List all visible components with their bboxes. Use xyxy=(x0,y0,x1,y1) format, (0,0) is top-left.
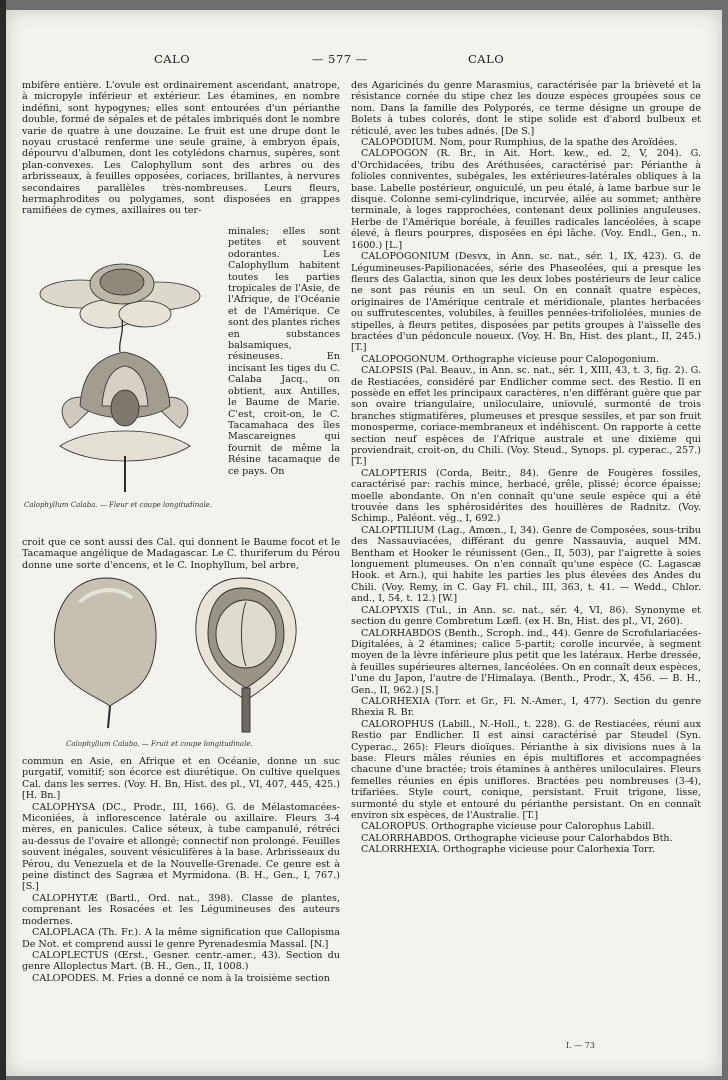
signature-mark: I. — 73 xyxy=(566,1041,595,1050)
paragraph: commun en Asie, en Afrique et en Océanie, donne un suc purgatif, vomitif; son écorce est diurétique. On cultive quelques Cal. dans les serres. (Voy. H. Bn, Hist. des pl., VI, 407, 445, 425.) [H. Bn.] xyxy=(22,756,340,802)
entry-caloptilium: CALOPTILIUM (Lag., Amœn., I, 34). Genre de Composées, sous-tribu des Nassauviacées, différant du genre Nassauvia, auquel MM. Bentham et Hooker le réunissent (Gen., II, 503), par l'aigrette à soies longuement plumeuses. On n'en connaît qu'une espèce (C. Lagascæ Hook. et Arn.), qui habite les parties les plus élevées des Andes du Chili. (Voy. Remy, in C. Gay Fl. chil., III, 363, t. 41. — Wedd., Chlor. and., I, 54, t. 12.) [W.] xyxy=(351,524,701,605)
entry-calopogon: CALOPOGON (R. Br., in Ait. Hort. kew., ed. 2, V, 204). G. d'Orchidacées, tribu des Aréthusées, caractérisé par: Périanthe à folioles conniventes, subégales, les extérieures-latérales obliques à la base. Labelle postérieur, onguiculé, un peu étalé, à lame barbue sur le disque. Colonne semi-cylindrique, incurvée, ailée au sommet; anthère terminale, à loges rapprochées, contenant deux pollinies anguleuses. Herbe de l'Amérique boréale, à feuilles radicales lancéolées, à scape élevé, à fleurs pourpres, disposées en épi lâche. (Voy. Endl., Gen., n. 1600.) [L.] xyxy=(351,148,701,251)
header-left-word: CALO xyxy=(154,52,191,66)
entry-calorhexia: CALORHEXIA (Torr. et Gr., Fl. N.-Amer., I, 477). Section du genre Rhexia R. Br. xyxy=(351,695,701,719)
paragraph: croit que ce sont aussi des Cal. qui donnent le Baume focot et le Tacamaque angélique de Madagascar. Le C. thuriferum du Pérou donne une sorte d'encens, et le C. Inophyllum, bel arbre, xyxy=(22,537,340,571)
entry-calorrhabdos: CALORRHABDOS. Orthographe vicieuse pour Calorhabdos Bth. xyxy=(361,832,673,844)
entry-calopteris: CALOPTERIS (Corda, Beitr., 84). Genre de Fougères fossiles, caractérisé par: rachis mince, herbacé, grêle, plissé; écorce épaisse; moelle abondante. On n'en connaît qu'une seule espèce qui a été trouvée dans les sphérosidérites des houillères de Radnitz. (Voy. Schimp., Paléont. vég., I, 692.) xyxy=(351,467,701,525)
entry-calopogonium: CALOPOGONIUM (Desvx, in Ann. sc. nat., sér. 1, IX, 423). G. de Légumineuses-Papilionacées, série des Phaseolées, qui a presque les fleurs des Galactia, sinon que les deux lobes postérieurs de leur calice ne sont pas réunis en un seul. On en connaît quatre espèces, originaires de l'Amérique centrale et méridionale, plantes herbacées ou suffrutescentes, volubiles, à feuilles pennées-trifoliolées, munies de stipelles, à fleurs petites, disposées par petits groupes à l'aisselle des bractées d'un pédoncule noueux. (Voy. H. Bn, Hist. des plant., II, 245.) [T.] xyxy=(351,251,701,354)
left-column-bottom xyxy=(22,756,340,984)
left-column-top xyxy=(22,80,340,217)
entry-calopodium: CALOPODIUM. Nom, pour Rumphius, de la spathe des Aroïdées. xyxy=(361,137,678,149)
header-right-word: CALO xyxy=(468,52,505,66)
paragraph: mbifère entière. L'ovule est ordinairement ascendant, anatrope, à micropyle inférieur et extérieur. Les étamines, en nombre indéfini, sont hypogynes; elles sont entourées d'un périanthe double, formé de sépales et de pétales imbriqués dont le nombre varie de quatre à une douzaine. Le fruit est une drupe dont le noyau crustacé renferme une seule graine, à embryon épais, dépourvu d'albumen, dont les cotylédons charnus, supères, sont plan-convexes. Les Calophyllum sont des arbres ou des arbrisseaux, à feuilles opposées, coriaces, brillantes, à nervures secondaires parallèles très-nombreuses. Leurs fleurs, hermaphrodites ou polygames, sont disposées en grappes ramifiées de cymes, axillaires ou ter- xyxy=(22,80,340,217)
entry-caloplaca: CALOPLACA (Th. Fr.). A la même signification que Callopisma De Not. et comprend aussi le genre Pyrenadesmia Massal. [N.] xyxy=(22,927,340,950)
entry-calorophus: CALOROPHUS (Labill., N.-Holl., t. 228). G. de Restiacées, réuni aux Restio par Endlicher. Il est ainsi caractérisé par Steudel (Syn. Cyperac., 265): Fleurs dioïques. Périanthe à six divisions nues à la base. Fleurs mâles réunies en épis multiflores et accompagnées chacune d'une bractée; trois étamines à anthères uniloculaires. Fleurs femelles réunies en épis uniflores. Bractées peu nombreuses (3-4), trifariées. Style court, conique, persistant. Fruit trigone, lisse, surmonté du style et entouré du périanthe persistant. On en connaît environ six espèces, de l'Australie. [T.] xyxy=(351,718,701,821)
entry-calophytae: CALOPHYTÆ (Bartl., Ord. nat., 398). Classe de plantes, comprenant les Rosacées et les Légumineuses des auteurs modernes. xyxy=(22,892,340,927)
figure-caption-flower: Calophyllum Calaba. — Fleur et coupe longitudinale. xyxy=(24,501,213,509)
entry-calorrhexia: CALORRHEXIA. Orthographe vicieuse pour Calorhexia Torr. xyxy=(361,844,656,856)
entry-calopyxis: CALOPYXIS (Tul., in Ann. sc. nat., sér. 4, VI, 86). Synonyme et section du genre Combretum Lœfl. (ex H. Bn, Hist. des pl., VI, 260). xyxy=(351,604,701,628)
left-column-middle xyxy=(22,537,340,571)
entry-calopogonum: CALOPOGONUM. Orthographe vicieuse pour Calopogonium. xyxy=(361,353,659,365)
running-header xyxy=(6,52,722,68)
dictionary-page xyxy=(6,10,722,1076)
figure-caption-fruit: Calophyllum Calaba. — Fruit et coupe longitudinale. xyxy=(66,740,253,748)
entry-calorhabdos: CALORHABDOS (Benth., Scroph. ind., 44). Genre de Scrofulariacées-Digitalées, à 2 étamines; calice 5-partit; corolle incurvée, à segment moyen de la lèvre inférieure plus petit que les latéraux. Herbe dressée, à feuilles supérieures alternes, lancéolées. On en connaît deux espèces, l'une du Japon, l'autre de l'Himalaya. (Benth., Prodr., X, 456. — B. H., Gen., II, 962.) [S.] xyxy=(351,627,701,696)
entry-calophysa: CALOPHYSA (DC., Prodr., III, 166). G. de Mélastomacées-Miconiées, à inflorescence latérale ou axillaire. Fleurs 3-4 mères, en panicules. Calice séteux, à tube campanulé, rétréci au-dessus de l'ovaire et allongé; connectif non prolongé. Feuilles souvent inégales, souvent vésiculifères à la base. Arbrisseaux du Pérou, du Venezuela et de la Nouvelle-Grenade. Ce genre est à peine distinct des Sagræa et Myrmidona. (B. H., Gen., I, 767.) [S.] xyxy=(22,801,340,893)
flower-illustration xyxy=(30,256,220,498)
entry-caloropus: CALOROPUS. Orthographe vicieuse pour Calorophus Labill. xyxy=(361,821,655,833)
right-column xyxy=(351,80,701,856)
entry-caloplectus: CALOPLECTUS (Œrst., Gesner. centr.-amer., 43). Section du genre Alloplectus Mart. (B. H., Gen., II, 1008.) xyxy=(22,949,340,973)
entry-calopsis: CALOPSIS (Pal. Beauv., in Ann. sc. nat., sér. 1, XIII, 43, t. 3, fig. 2). G. de Restiacées, considéré par Endlicher comme sect. des Restio. Il en possède en effet les principaux caractères, n'en différant guère que par son ovaire triangulaire, uniloculaire, uniovulé, surmonté de trois branches stigmatifères, plumeuses et presque sessiles, et par son fruit monosperme, coriace-membraneux et indéhiscent. On rapporte à cette section neuf espèces de l'Afrique australe et une dixième qui proviendrait, croit-on, du Chili. (Voy. Steud., Synops. pl. cyperac., 257.) [T.] xyxy=(351,365,701,468)
entry-calopodes: CALOPODES. M. Fries a donné ce nom à la troisième section xyxy=(32,972,330,984)
fruit-illustration xyxy=(40,572,312,736)
left-column-wrap-text xyxy=(228,226,340,477)
paragraph: minales; elles sont petites et souvent odorantes. Les Calophyllum habitent toutes les parties tropicales de l'Asie, de l'Afrique, de l'Océanie et de l'Amérique. Ce sont des plantes riches en substances balsamiques, résineuses. En incisant les tiges du C. Calaba Jacq., on obtient, aux Antilles, le Baume de Marie. C'est, croit-on, le C. Tacamahaca des îles Mascareignes qui fournit de même la Résine tacamaque de ce pays. On xyxy=(228,226,340,477)
paragraph: des Agaricinés du genre Marasmius, caractérisée par la brièveté et la résistance cornée du stipe chez les douze espèces groupées sous ce nom. Dans la famille des Polyporés, ce terme désigne un groupe de Bolets à tubes colorés, dont le stipe solide est d'abord bulbeux et réticulé, avec les tubes adnés. [De S.] xyxy=(351,80,701,137)
page-number: — 577 — xyxy=(312,52,368,66)
